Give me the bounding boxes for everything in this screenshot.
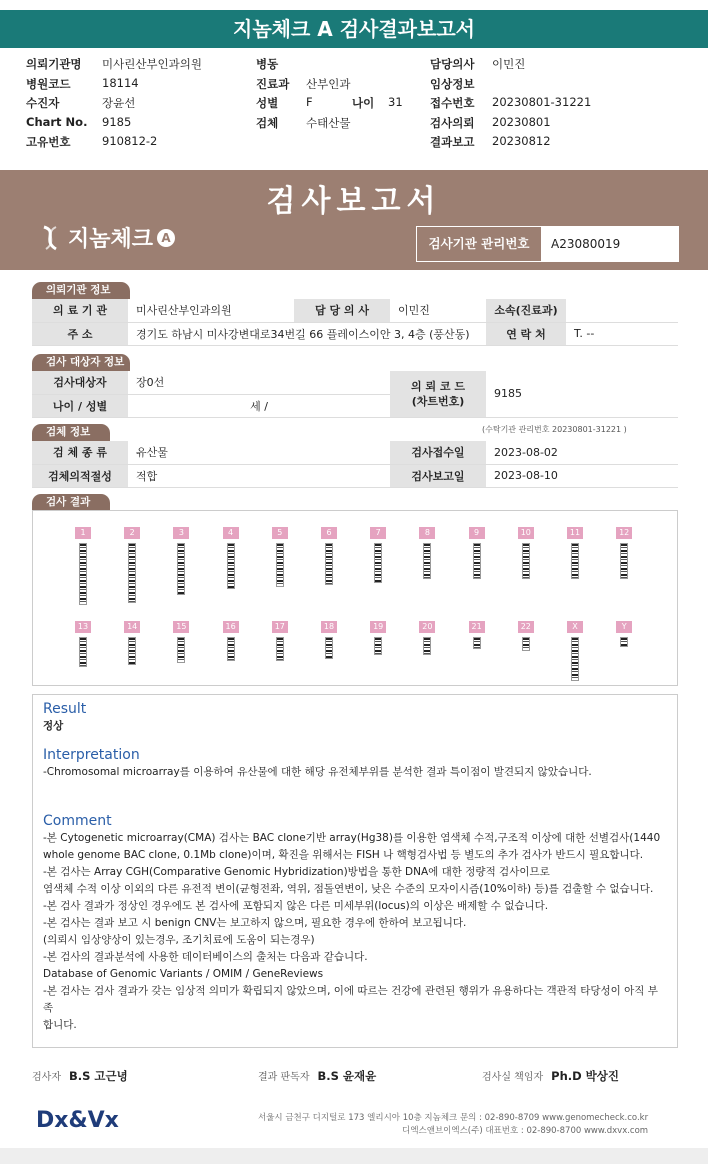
age-sex-label: 나이 / 성별 <box>32 394 128 417</box>
logo-text: 지놈체크 <box>68 227 154 252</box>
address-value: 경기도 하남시 미사강변대로34번길 66 플레이스이안 3, 4층 (풍산동) <box>128 322 486 345</box>
specimen-table <box>32 441 678 488</box>
chromosome-19 <box>370 621 386 655</box>
chromosome-ideogram <box>620 637 628 647</box>
result-panel <box>32 694 678 1048</box>
chromosome-label: 7 <box>370 527 386 539</box>
client-table <box>32 299 678 346</box>
chromosome-2 <box>124 527 140 603</box>
chromosome-label: 13 <box>75 621 91 633</box>
chromosome-8 <box>419 527 435 579</box>
chromosome-ideogram <box>423 637 431 655</box>
header-key: 결과보고 <box>430 135 475 149</box>
interpretation-text: -Chromosomal microarray를 이용하여 유산물에 대한 해당 유전체부위를 분석한 결과 특이점이 발견되지 않았습니다. <box>43 766 592 778</box>
chromosome-ideogram <box>128 543 136 603</box>
chromosome-label: 4 <box>223 527 239 539</box>
comment-line: -본 검사 결과가 정상인 경우에도 본 검사에 포함되지 않은 다른 미세부위(locus)의 이상은 배제할 수 없습니다. <box>43 900 549 912</box>
signature-director: 검사실 책임자 Ph.D 박상진 <box>482 1069 620 1083</box>
chromosome-ideogram <box>374 637 382 655</box>
patient-name-label: 검사대상자 <box>32 371 128 394</box>
header-key: 고유번호 <box>26 135 71 149</box>
chromosome-label: 3 <box>173 527 189 539</box>
chromosome-21 <box>469 621 485 649</box>
comment-line: -본 검사는 Array CGH(Comparative Genomic Hybridization)방법을 통한 DNA에 대한 정량적 검사이므로 <box>43 866 550 878</box>
chromosome-label: 9 <box>469 527 485 539</box>
chromosome-label: 16 <box>223 621 239 633</box>
chromosome-ideogram <box>374 543 382 583</box>
header-value: 20230801-31221 <box>492 95 592 109</box>
header-key: 성별 <box>256 96 279 110</box>
chromosome-ideogram <box>79 637 87 667</box>
intake-note: (수탁기관 관리번호 20230801-31221 ) <box>482 425 627 434</box>
chromosome-ideogram <box>128 637 136 665</box>
header-key: 접수번호 <box>430 96 475 110</box>
header-value: F <box>306 95 313 109</box>
chromosome-ideogram <box>473 637 481 649</box>
header-value: 20230812 <box>492 134 551 148</box>
header-key: 의뢰기관명 <box>26 57 82 71</box>
chromosome-20 <box>419 621 435 655</box>
chromosome-label: 6 <box>321 527 337 539</box>
header-value: 미사린산부인과의원 <box>102 57 202 71</box>
header-row <box>26 134 686 154</box>
section-specimen: 검체 정보 <box>32 424 110 441</box>
chromosome-ideogram <box>227 637 235 661</box>
header-row <box>26 76 686 96</box>
header-key: 담당의사 <box>430 57 475 71</box>
specimen-fit-value: 적합 <box>128 464 390 487</box>
chromosome-label: 14 <box>124 621 140 633</box>
doctor-label: 담 당 의 사 <box>294 299 390 322</box>
header-value: 20230801 <box>492 114 551 129</box>
chromosome-10 <box>518 527 534 579</box>
signature-reader: 결과 판독자 B.S 윤재윤 <box>258 1069 377 1083</box>
chromosome-1 <box>75 527 91 605</box>
dept-label: 소속(진료과) <box>486 299 566 322</box>
footer-address <box>258 1112 648 1138</box>
header-key: 병동 <box>256 57 279 71</box>
header-value: 18114 <box>102 75 139 90</box>
header-value: 장윤선 <box>102 96 136 110</box>
comment-list <box>43 830 667 1034</box>
result-heading: Result <box>43 701 87 717</box>
chromosome-ideogram <box>227 543 235 589</box>
header-key: 수진자 <box>26 96 60 110</box>
specimen-type-value: 유산물 <box>128 441 390 464</box>
chromosome-label: 18 <box>321 621 337 633</box>
header-value: 9185 <box>102 114 132 129</box>
chromosome-22 <box>518 621 534 651</box>
chromosome-label: 5 <box>272 527 288 539</box>
header-value: 수태산물 <box>306 115 351 130</box>
chromosome-ideogram <box>522 637 530 651</box>
comment-heading: Comment <box>43 813 112 829</box>
comment-line: -본 Cytogenetic microarray(CMA) 검사는 BAC clone기반 array(Hg38)를 이용한 염색체 수적,구조적 이상에 대한 선별검사(1440 <box>43 832 661 844</box>
chromosome-ideogram <box>79 543 87 605</box>
chromosome-ideogram <box>177 543 185 595</box>
chromosome-Y <box>616 621 632 647</box>
genomecheck-logo <box>38 222 175 253</box>
header-key: 진료과 <box>256 76 290 91</box>
chromosome-label: 11 <box>567 527 583 539</box>
header-value: 910812-2 <box>102 134 158 148</box>
org-label: 의 료 기 관 <box>32 299 128 322</box>
footer-line-1: 서울시 금천구 디지털로 173 엘리시아 10층 지놈체크 문의 : 02-890-8709 www.genomecheck.co.kr <box>258 1113 649 1123</box>
chromosome-16 <box>223 621 239 661</box>
chromosome-4 <box>223 527 239 589</box>
received-date-label: 검사접수일 <box>390 441 486 464</box>
chromosome-ideogram <box>276 543 284 587</box>
comment-line: -본 검사의 결과분석에 사용한 데이터베이스의 출처는 다음과 같습니다. <box>43 951 368 963</box>
chromosome-label: 22 <box>518 621 534 633</box>
doctor-value: 이민진 <box>390 299 486 322</box>
header-info <box>26 56 686 154</box>
comment-line: 합니다. <box>43 1019 77 1031</box>
chromosome-17 <box>272 621 288 661</box>
age-sex-value: 세 / <box>128 394 390 417</box>
bottom-band <box>0 1148 708 1164</box>
comment-line: -본 검사는 검사 결과가 갖는 임상적 의미가 확립되지 않았으며, 이에 따르는 건강에 관련된 행위가 유용하다는 객관적 타당성이 아직 부족 <box>43 985 658 1014</box>
dxvx-logo: Dx&Vx <box>36 1108 119 1133</box>
chromosome-label: 10 <box>518 527 534 539</box>
header-value: 이민진 <box>492 57 526 71</box>
chromosome-12 <box>616 527 632 579</box>
chromosome-label: 19 <box>370 621 386 633</box>
comment-line: Database of Genomic Variants / OMIM / GeneReviews <box>43 968 324 980</box>
age-value: 31 <box>388 95 403 109</box>
specimen-type-label: 검 체 종 류 <box>32 441 128 464</box>
chromosome-label: 20 <box>419 621 435 633</box>
chromosome-13 <box>75 621 91 667</box>
header-key: 검사의뢰 <box>430 115 475 130</box>
chromosome-ideogram <box>423 543 431 579</box>
comment-line: (의뢰시 임상양상이 있는경우, 조기치료에 도움이 되는경우) <box>43 934 315 946</box>
signature-tester: 검사자 B.S 고근녕 <box>32 1069 128 1083</box>
chromosome-label: 8 <box>419 527 435 539</box>
dept-value <box>566 299 678 322</box>
address-label: 주 소 <box>32 322 128 345</box>
chromosome-label: 15 <box>173 621 189 633</box>
chromosome-3 <box>173 527 189 595</box>
chromosome-label: X <box>567 621 583 633</box>
dna-logo-icon <box>38 223 64 253</box>
header-key: Chart No. <box>26 114 88 129</box>
section-client: 의뢰기관 정보 <box>32 282 130 299</box>
chromosome-label: 1 <box>75 527 91 539</box>
section-patient: 검사 대상자 정보 <box>32 354 130 371</box>
chromosome-6 <box>321 527 337 585</box>
chromosome-label: Y <box>616 621 632 633</box>
mgmt-value: A23080019 <box>541 227 678 261</box>
report-title-bar: 지놈체크 A 검사결과보고서 <box>0 10 708 48</box>
logo-badge: A <box>157 229 175 247</box>
age-key: 나이 <box>352 96 375 110</box>
interpretation-heading: Interpretation <box>43 747 140 763</box>
org-value: 미사린산부인과의원 <box>128 299 294 322</box>
contact-value: T. -- <box>566 322 678 345</box>
chromosome-ideogram <box>620 543 628 579</box>
comment-line: whole genome BAC clone, 0.1Mb clone)이며, 확진을 위해서는 FISH 나 핵형검사법 등 별도의 추가 검사가 반드시 필요합니다. <box>43 849 644 861</box>
chromosome-ideogram <box>177 637 185 663</box>
comment-line: -본 검사는 결과 보고 시 benign CNV는 보고하지 않으며, 필요한 경우에 한하여 보고됩니다. <box>43 917 467 929</box>
chromosome-14 <box>124 621 140 665</box>
header-value: 산부인과 <box>306 76 351 91</box>
result-value: 정상 <box>43 720 64 732</box>
management-number <box>416 226 679 262</box>
contact-label: 연 락 처 <box>486 322 566 345</box>
chromosome-ideogram <box>522 543 530 579</box>
chromosome-7 <box>370 527 386 583</box>
chromosome-ideogram <box>473 543 481 579</box>
report-banner <box>0 170 708 270</box>
chromosome-ideogram <box>571 543 579 579</box>
header-key: 병원코드 <box>26 76 71 91</box>
header-row <box>26 115 686 135</box>
chromosome-18 <box>321 621 337 659</box>
report-date-label: 검사보고일 <box>390 464 486 487</box>
report-title: 검사보고서 <box>266 184 442 219</box>
comment-line: 염색체 수적 이상 이외의 다른 유전적 변이(균형전좌, 역위, 점돌연변이, 낮은 수준의 모자이시즘(10%이하) 등)를 검출할 수 없습니다. <box>43 883 654 895</box>
header-row <box>26 95 686 115</box>
section-result: 검사 결과 <box>32 494 110 511</box>
chart-code-label: 의 뢰 코 드 (차트번호) <box>390 371 486 417</box>
chromosome-ideogram <box>571 637 579 681</box>
chromosome-ideogram <box>325 543 333 585</box>
chromosome-15 <box>173 621 189 663</box>
chromosome-label: 2 <box>124 527 140 539</box>
chromosome-label: 21 <box>469 621 485 633</box>
chromosome-11 <box>567 527 583 579</box>
chromosome-X <box>567 621 583 681</box>
chromosome-label: 17 <box>272 621 288 633</box>
patient-table <box>32 371 678 418</box>
chromosome-ideogram <box>276 637 284 661</box>
header-row <box>26 56 686 76</box>
patient-name-value: 장0선 <box>128 371 390 394</box>
header-key: 임상정보 <box>430 76 475 91</box>
chromosome-5 <box>272 527 288 587</box>
specimen-fit-label: 검체의적절성 <box>32 464 128 487</box>
chromosome-9 <box>469 527 485 579</box>
header-key: 검체 <box>256 115 279 130</box>
report-date-value: 2023-08-10 <box>486 464 678 487</box>
footer-line-2: 디엑스앤브이엑스(주) 대표번호 : 02-890-8700 www.dxvx.com <box>402 1126 649 1136</box>
karyogram <box>32 510 678 686</box>
received-date-value: 2023-08-02 <box>486 441 678 464</box>
chart-code-value: 9185 <box>486 371 678 417</box>
chromosome-ideogram <box>325 637 333 659</box>
chromosome-label: 12 <box>616 527 632 539</box>
mgmt-label: 검사기관 관리번호 <box>417 227 541 261</box>
